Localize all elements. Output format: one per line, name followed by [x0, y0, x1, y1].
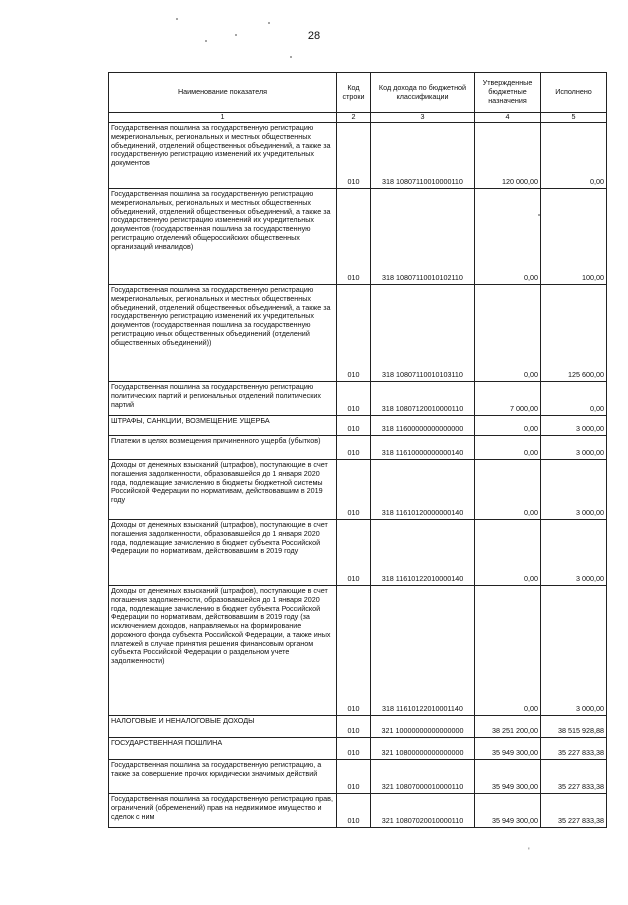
- scan-speck: [235, 34, 237, 36]
- row-executed: 35 227 833,38: [541, 760, 607, 794]
- table-row: [109, 123, 607, 189]
- row-name: Государственная пошлина за государственную регистрацию, а также за совершение прочих юридически значимых действий: [109, 760, 337, 794]
- row-executed: 35 227 833,38: [541, 738, 607, 760]
- header-name: Наименование показателя: [109, 73, 337, 113]
- table-row: [109, 416, 607, 436]
- column-number: 4: [475, 113, 541, 123]
- column-number: 3: [371, 113, 475, 123]
- row-code: 010: [337, 586, 371, 716]
- header-row-code: Код строки: [337, 73, 371, 113]
- table-row: [109, 460, 607, 520]
- row-name: Государственная пошлина за государственную регистрацию политических партий и региональных отделений политических партий: [109, 382, 337, 416]
- row-name: Доходы от денежных взысканий (штрафов), поступающие в счет погашения задолженности, образовавшейся до 1 января 2020 года, подлежащие зачислению в бюджеты бюджетной системы Российской Федерации по нормативам, действовавшим в 2019 году: [109, 460, 337, 520]
- header-approved: Утвержденные бюджетные назначения: [475, 73, 541, 113]
- row-executed: 3 000,00: [541, 460, 607, 520]
- row-code: 010: [337, 460, 371, 520]
- row-executed: 0,00: [541, 123, 607, 189]
- row-code: 010: [337, 436, 371, 460]
- row-approved: 0,00: [475, 586, 541, 716]
- page-number: 28: [307, 30, 321, 42]
- row-name: Государственная пошлина за государственную регистрацию прав, ограничений (обременений) прав на недвижимое имущество и сделок с ним: [109, 794, 337, 828]
- column-number: 1: [109, 113, 337, 123]
- row-name: Платежи в целях возмещения причиненного ущерба (убытков): [109, 436, 337, 460]
- row-name: Доходы от денежных взысканий (штрафов), поступающие в счет погашения задолженности, образовавшейся до 1 января 2020 года, подлежащие зачислению в бюджет субъекта Российской Федерации по нормативам, действовавшим в 2019 году (за исключением доходов, направляемых на формирование дорожного фонда субъекта Российской Федерации, а также иных платежей в случае принятия решения финансовым органом субъекта Российской Федерации о раздельном учете задолженности): [109, 586, 337, 716]
- row-approved: 35 949 300,00: [475, 794, 541, 828]
- row-name: ГОСУДАРСТВЕННАЯ ПОШЛИНА: [109, 738, 337, 760]
- row-executed: 3 000,00: [541, 416, 607, 436]
- header-budget-code: Код дохода по бюджетной классификации: [371, 73, 475, 113]
- row-code: 010: [337, 520, 371, 586]
- table-row: [109, 189, 607, 285]
- row-approved: 0,00: [475, 436, 541, 460]
- row-approved: 0,00: [475, 460, 541, 520]
- row-budget-code: 321 10807000010000110: [371, 760, 475, 794]
- table-row: [109, 586, 607, 716]
- row-budget-code: 321 10000000000000000: [371, 716, 475, 738]
- row-code: 010: [337, 716, 371, 738]
- table-row: [109, 738, 607, 760]
- row-budget-code: 321 10807020010000110: [371, 794, 475, 828]
- row-approved: 38 251 200,00: [475, 716, 541, 738]
- row-code: 010: [337, 189, 371, 285]
- row-code: 010: [337, 794, 371, 828]
- row-budget-code: 318 10807110010103110: [371, 285, 475, 382]
- table-row: [109, 436, 607, 460]
- row-approved: 7 000,00: [475, 382, 541, 416]
- column-number: 5: [541, 113, 607, 123]
- row-executed: 3 000,00: [541, 436, 607, 460]
- row-code: 010: [337, 738, 371, 760]
- row-budget-code: 318 10807110010000110: [371, 123, 475, 189]
- header-executed: Исполнено: [541, 73, 607, 113]
- row-budget-code: 318 11610000000000140: [371, 436, 475, 460]
- row-name: ШТРАФЫ, САНКЦИИ, ВОЗМЕЩЕНИЕ УЩЕРБА: [109, 416, 337, 436]
- table-row: [109, 520, 607, 586]
- row-approved: 0,00: [475, 416, 541, 436]
- row-executed: 125 600,00: [541, 285, 607, 382]
- table-row: [109, 382, 607, 416]
- row-executed: 3 000,00: [541, 520, 607, 586]
- row-executed: 3 000,00: [541, 586, 607, 716]
- row-budget-code: 318 10807110010102110: [371, 189, 475, 285]
- table-row: [109, 285, 607, 382]
- table-row: [109, 794, 607, 828]
- row-name: Государственная пошлина за государственную регистрацию межрегиональных, региональных и местных общественных объединений, отделений общественных объединений, а также за государственную регистрацию изменений их учредительных документов (государственная пошлина за государственную регистрацию отделений общероссийских общественных организаций инвалидов): [109, 189, 337, 285]
- row-approved: 120 000,00: [475, 123, 541, 189]
- row-code: 010: [337, 760, 371, 794]
- row-name: НАЛОГОВЫЕ И НЕНАЛОГОВЫЕ ДОХОДЫ: [109, 716, 337, 738]
- table-row: [109, 760, 607, 794]
- row-executed: 100,00: [541, 189, 607, 285]
- row-approved: 0,00: [475, 285, 541, 382]
- row-executed: 38 515 928,88: [541, 716, 607, 738]
- row-budget-code: 318 10807120010000110: [371, 382, 475, 416]
- scan-speck: [205, 40, 207, 42]
- row-name: Государственная пошлина за государственную регистрацию межрегиональных, региональных и местных общественных объединений, отделений общественных объединений, а также за государственную регистрацию изменений их учредительных документов: [109, 123, 337, 189]
- row-approved: 35 949 300,00: [475, 738, 541, 760]
- scan-mark: ': [528, 846, 530, 856]
- row-approved: 0,00: [475, 520, 541, 586]
- row-approved: 35 949 300,00: [475, 760, 541, 794]
- row-name: Государственная пошлина за государственную регистрацию межрегиональных, региональных и местных общественных объединений, отделений общественных объединений, а также за государственную регистрацию изменений их учредительных документов (государственная пошлина за государственную регистрацию иных общественных объединений (отделений общественных объединений)): [109, 285, 337, 382]
- row-code: 010: [337, 382, 371, 416]
- column-number: 2: [337, 113, 371, 123]
- row-executed: 35 227 833,38: [541, 794, 607, 828]
- budget-report-table: [108, 72, 607, 828]
- scan-speck: [290, 56, 292, 58]
- row-name: Доходы от денежных взысканий (штрафов), поступающие в счет погашения задолженности, образовавшейся до 1 января 2020 года, подлежащие зачислению в бюджет субъекта Российской Федерации по нормативам, действовавшим в 2019 году: [109, 520, 337, 586]
- row-executed: 0,00: [541, 382, 607, 416]
- row-budget-code: 318 11610122010000140: [371, 520, 475, 586]
- scan-speck: [176, 18, 178, 20]
- row-budget-code: 321 10800000000000000: [371, 738, 475, 760]
- row-code: 010: [337, 285, 371, 382]
- scan-speck: [268, 22, 270, 24]
- row-code: 010: [337, 416, 371, 436]
- row-budget-code: 318 11600000000000000: [371, 416, 475, 436]
- table-row: [109, 716, 607, 738]
- row-approved: 0,00: [475, 189, 541, 285]
- row-code: 010: [337, 123, 371, 189]
- row-budget-code: 318 11610120000000140: [371, 460, 475, 520]
- row-budget-code: 318 11610122010001140: [371, 586, 475, 716]
